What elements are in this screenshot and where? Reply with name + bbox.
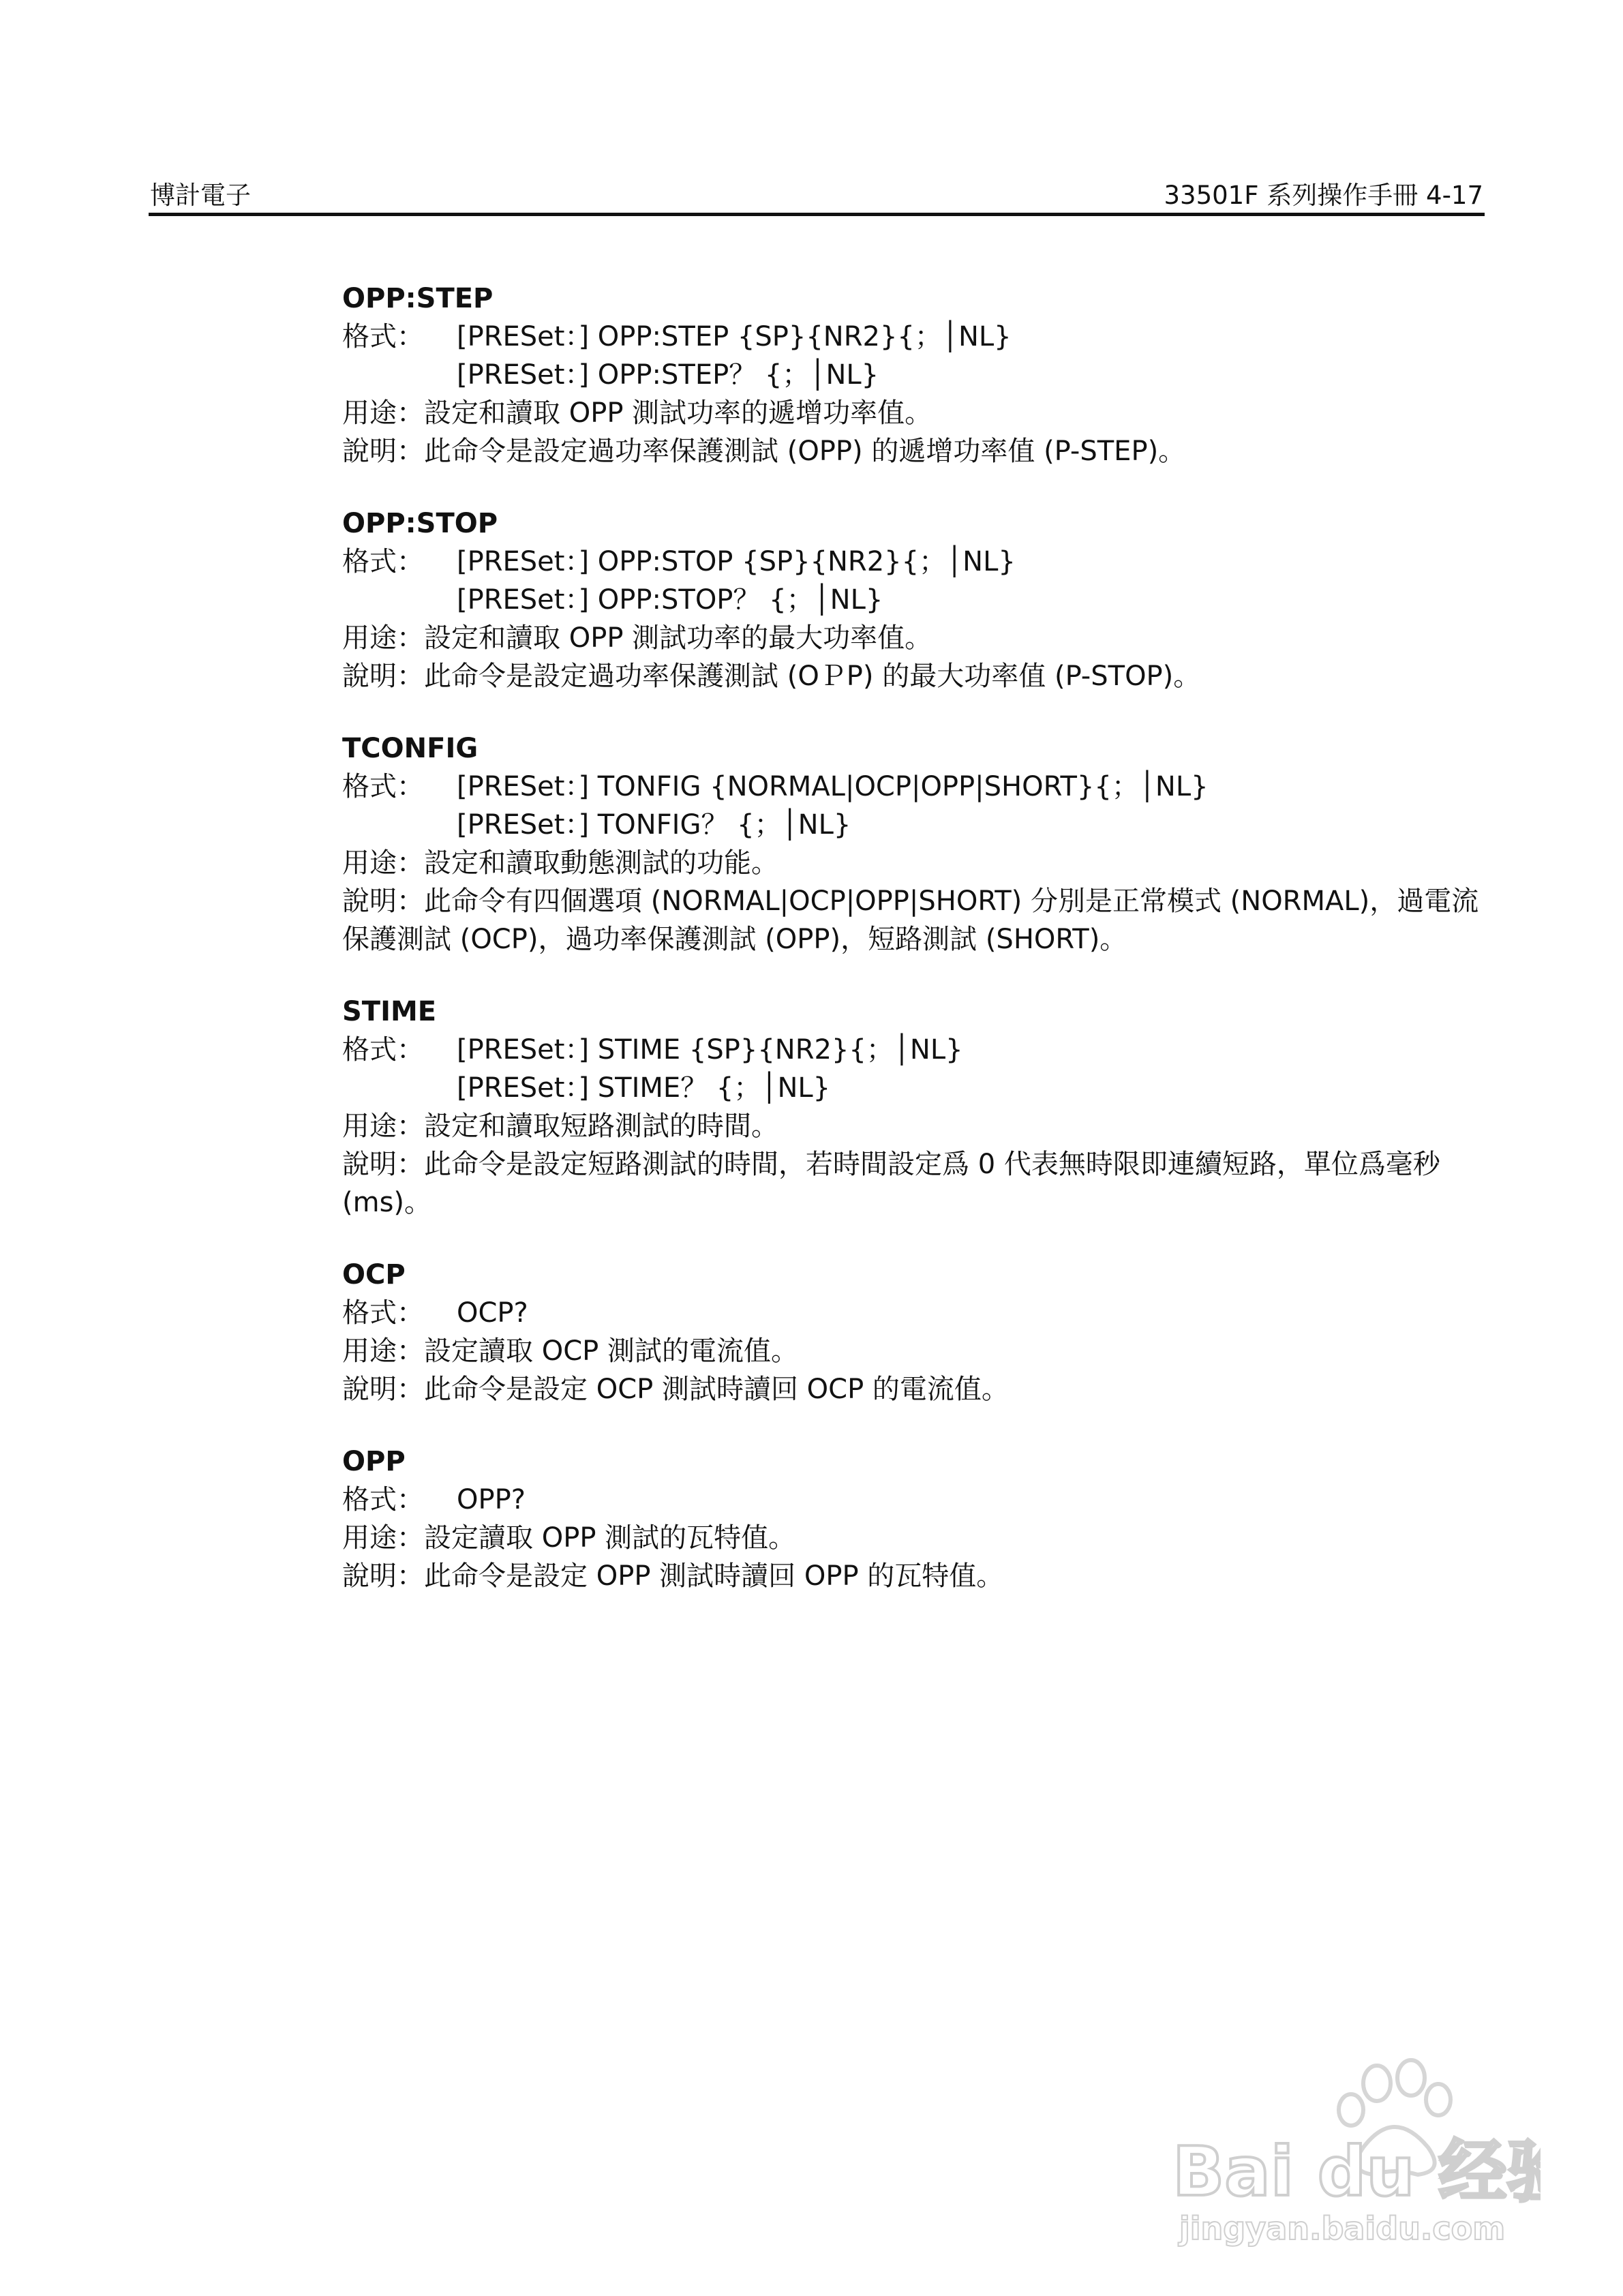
section-title: TCONFIG [342, 733, 479, 764]
description-text: 說明：此命令是設定 OPP 測試時讀回 OPP 的瓦特值。 [342, 1560, 1004, 1592]
format-line [342, 543, 1494, 581]
section-title: STIME [342, 996, 437, 1027]
format-syntax: [PRESet：] OPP:STEP？ {；│NL} [457, 359, 879, 391]
format-line [342, 768, 1494, 806]
usage-text: 用途：設定讀取 OPP 測試的瓦特值。 [342, 1522, 796, 1554]
format-syntax: OPP? [457, 1484, 526, 1515]
section-opp-stop [342, 504, 1494, 695]
usage-text: 用途：設定和讀取 OPP 測試功率的遞增功率值。 [342, 397, 932, 429]
format-line [342, 1069, 1494, 1107]
baidu-watermark-logo [1159, 2052, 1541, 2256]
format-line [342, 318, 1494, 356]
section-ocp [342, 1256, 1494, 1408]
section-stime [342, 993, 1494, 1222]
section-title: OPP [342, 1446, 406, 1477]
usage-text: 用途：設定讀取 OCP 測試的電流值。 [342, 1335, 798, 1367]
section-title: OPP:STEP [342, 283, 494, 314]
description-text: 說明：此命令是設定 OCP 測試時讀回 OCP 的電流值。 [342, 1374, 1009, 1405]
format-syntax: [PRESet：] STIME？ {；│NL} [457, 1072, 831, 1104]
command-reference [342, 280, 1494, 1629]
section-opp-step [342, 280, 1494, 470]
usage-text: 用途：設定和讀取 OPP 測試功率的最大功率值。 [342, 622, 932, 654]
format-line [342, 1294, 1494, 1332]
manual-page-ref: 33501F 系列操作手冊 4-17 [1164, 181, 1483, 210]
format-line [342, 1031, 1494, 1069]
section-title: OPP:STOP [342, 508, 498, 539]
section-opp [342, 1442, 1494, 1595]
format-syntax: [PRESet：] OPP:STOP？ {；│NL} [457, 584, 883, 616]
section-title: OCP [342, 1259, 406, 1290]
usage-text: 用途：設定和讀取短路測試的時間。 [342, 1111, 778, 1142]
company-name: 博計電子 [150, 181, 251, 210]
description-text: 說明：此命令是設定過功率保護測試 (OPP) 的遞增功率值 (P-STEP)。 [342, 436, 1186, 467]
format-syntax: [PRESet：] OPP:STOP {SP}{NR2}{；│NL} [457, 546, 1016, 577]
format-line [342, 356, 1494, 394]
format-label: 格式： [342, 771, 424, 802]
description-text: 說明：此命令是設定短路測試的時間，若時間設定爲 0 代表無時限即連續短路，單位爲毫秒(ms)。 [342, 1149, 1440, 1218]
section-tconfig [342, 729, 1494, 958]
format-line [342, 581, 1494, 619]
format-label: 格式： [342, 321, 424, 352]
format-syntax: [PRESet：] OPP:STEP {SP}{NR2}{；│NL} [457, 321, 1012, 352]
format-label: 格式： [342, 1484, 424, 1515]
page-header [149, 172, 1485, 216]
format-label: 格式： [342, 1297, 424, 1329]
description-text: 說明：此命令是設定過功率保護測試 (OＰP) 的最大功率值 (P-STOP)。 [342, 661, 1201, 692]
format-line [342, 806, 1494, 844]
format-syntax: [PRESet：] TONFIG {NORMAL|OCP|OPP|SHORT}{；│NL} [457, 771, 1209, 802]
format-line [342, 1481, 1494, 1519]
format-syntax: [PRESet：] TONFIG？ {；│NL} [457, 809, 851, 841]
format-label: 格式： [342, 1034, 424, 1066]
format-syntax: OCP? [457, 1297, 528, 1329]
usage-text: 用途：設定和讀取動態測試的功能。 [342, 847, 778, 879]
watermark-brand: Bai du 经验 [1172, 2132, 1541, 2211]
watermark-url: jingyan.baidu.com [1179, 2210, 1506, 2247]
format-syntax: [PRESet：] STIME {SP}{NR2}{；│NL} [457, 1034, 963, 1066]
description-text: 說明：此命令有四個選項 (NORMAL|OCP|OPP|SHORT) 分別是正常模式 (NORMAL)，過電流保護測試 (OCP)，過功率保護測試 (OPP)，短路測試 (SHORT)。 [342, 886, 1479, 955]
format-label: 格式： [342, 546, 424, 577]
